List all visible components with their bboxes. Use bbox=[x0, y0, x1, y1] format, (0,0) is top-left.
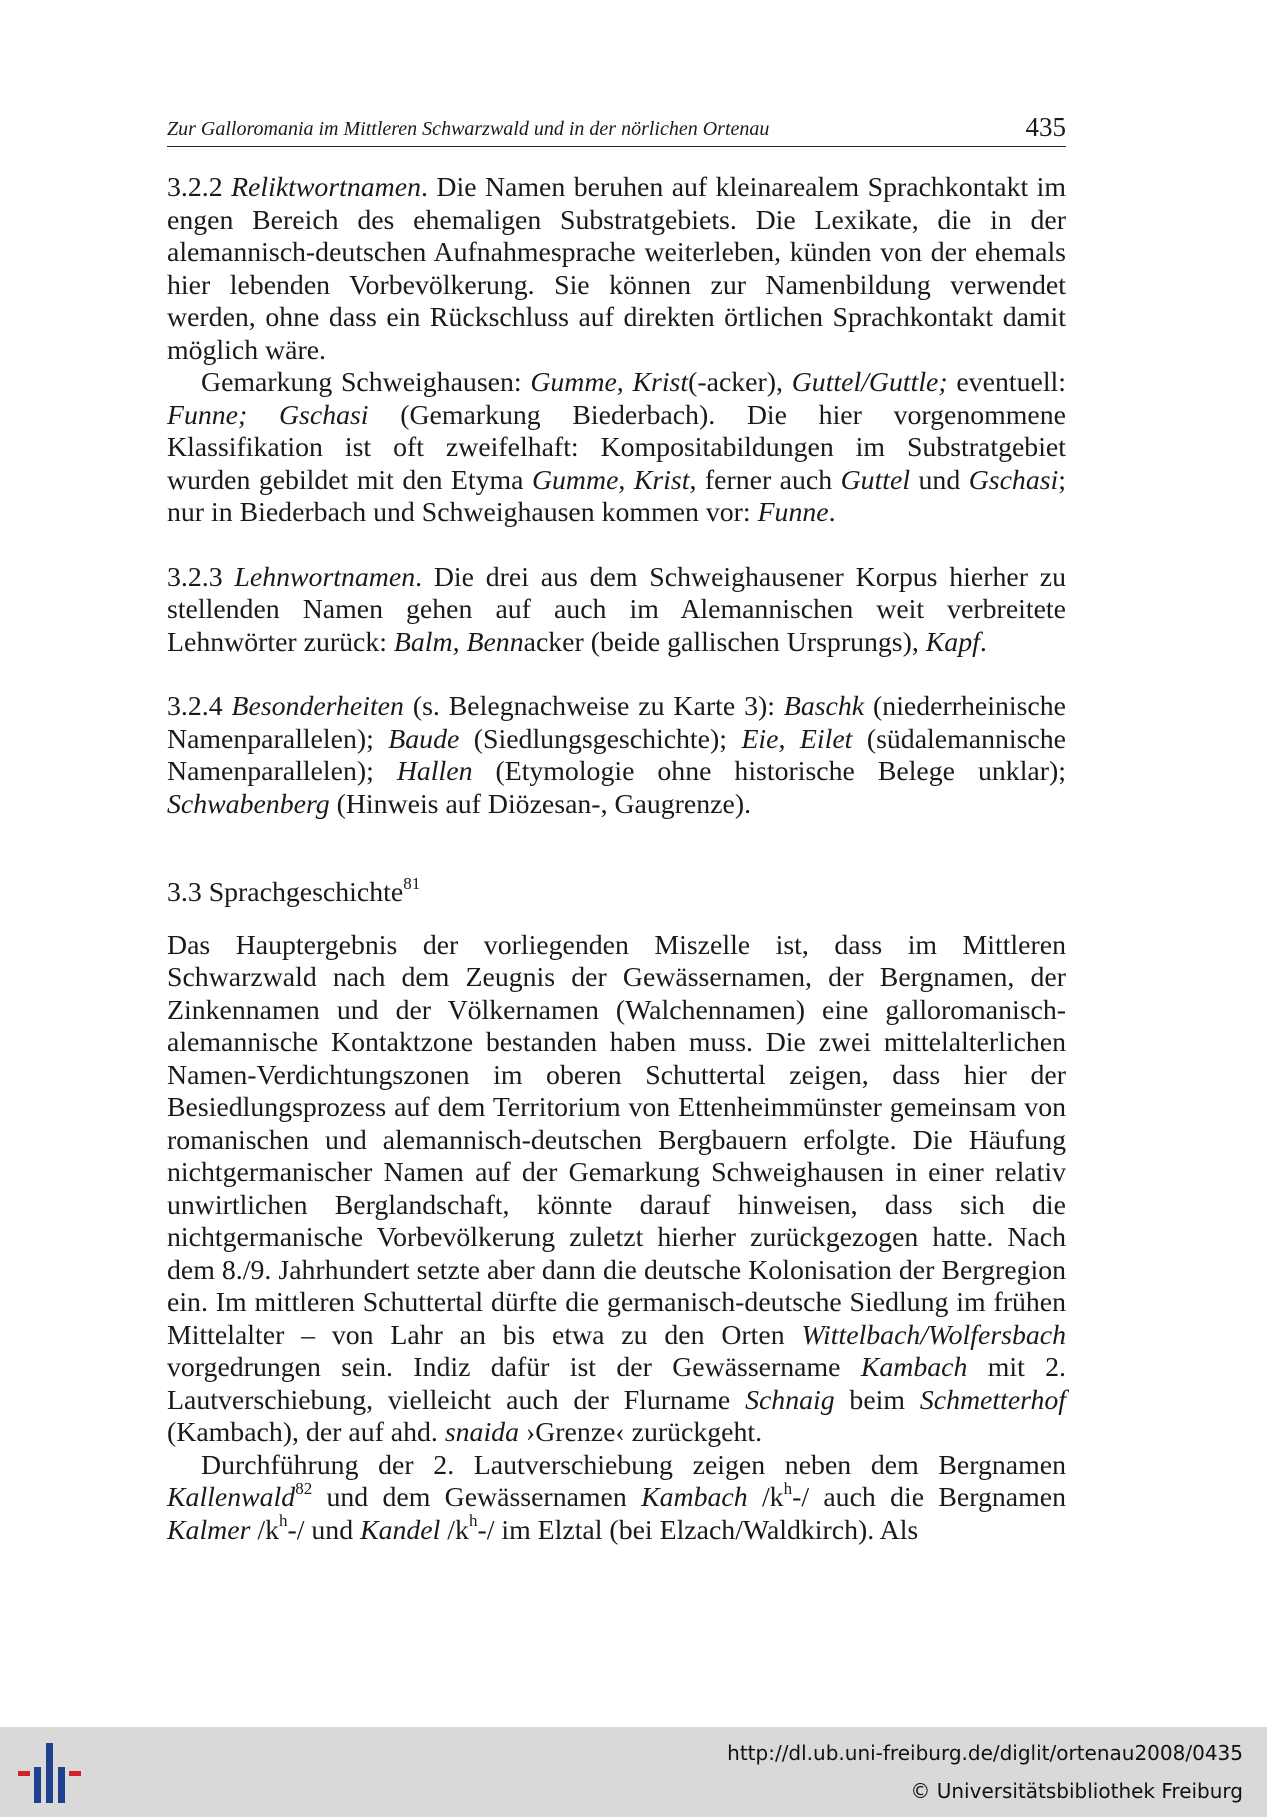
text-run: und bbox=[910, 464, 969, 496]
paragraph-gap bbox=[167, 530, 1066, 562]
italic-term: Baschk bbox=[783, 691, 865, 722]
italic-term: Guttel bbox=[840, 464, 911, 496]
text-run: (Etymologie ohne historische Belege unklar); bbox=[472, 756, 1066, 787]
section-number: 3.2.4 bbox=[167, 691, 232, 722]
text-run: (Siedlungsgeschichte); bbox=[459, 723, 742, 755]
copyright-text: © Universitätsbibliothek Freiburg bbox=[910, 1779, 1243, 1803]
italic-term: Baude bbox=[388, 723, 460, 755]
section-gap bbox=[167, 821, 1066, 877]
running-header bbox=[167, 110, 1066, 147]
text-run: (s. Belegnachweise zu Karte 3): bbox=[403, 691, 784, 722]
text-run: ; nur in Biederbach und Schweighausen kommen vor: bbox=[167, 464, 1066, 528]
source-url-link[interactable]: http://dl.ub.uni-freiburg.de/diglit/ortenau2008/0435 bbox=[727, 1741, 1243, 1765]
text-run: Durchführung der 2. Lautverschiebung zeigen neben dem Bergnamen bbox=[201, 1449, 1066, 1481]
text-run: /k bbox=[747, 1482, 784, 1513]
section-heading-3-3 bbox=[167, 873, 1066, 910]
paragraph-gap bbox=[167, 659, 1066, 691]
section-number: 3.2.3 bbox=[167, 561, 235, 593]
text-run: -/ und bbox=[287, 1514, 361, 1546]
italic-term: Kambach bbox=[860, 1352, 968, 1383]
running-title: Zur Galloromania im Mittleren Schwarzwald und in der nörlichen Ortenau bbox=[167, 118, 770, 140]
section-title: Reliktwortnamen bbox=[231, 172, 421, 203]
italic-term: Schwabenberg bbox=[167, 788, 330, 820]
text-run: beim bbox=[834, 1384, 920, 1416]
section-title: Besonderheiten bbox=[231, 691, 404, 722]
text-run: /k bbox=[250, 1514, 279, 1546]
ub-freiburg-logo-icon bbox=[18, 1741, 82, 1805]
text-run: acker (beide gallischen Ursprungs), bbox=[523, 626, 926, 658]
text-run: mit 2. Lautverschiebung, vielleicht auch der Flurname bbox=[167, 1352, 1066, 1416]
paragraph-3-2-2 bbox=[167, 172, 1066, 367]
footnote-ref: 82 bbox=[295, 1478, 313, 1498]
italic-term: Gumme, Krist bbox=[530, 367, 689, 398]
footnote-ref: 81 bbox=[403, 873, 421, 893]
italic-term: Schnaig bbox=[745, 1384, 835, 1416]
italic-term: Eie, Eilet bbox=[741, 723, 853, 755]
text-run: (südalemannische Namenparallelen); bbox=[167, 723, 1066, 787]
section-number: 3.2.2 bbox=[167, 172, 232, 203]
text-run: -/ im Elztal (bei Elzach/Waldkirch). Als bbox=[477, 1514, 919, 1546]
italic-term: Schmetterhof bbox=[919, 1384, 1066, 1416]
text-run: (Hinweis auf Diözesan-, Gaugrenze). bbox=[329, 788, 752, 820]
italic-term: Gschasi bbox=[968, 464, 1059, 496]
paragraph-hauptergebnis bbox=[167, 930, 1066, 1450]
text-run: /k bbox=[440, 1514, 469, 1546]
italic-term: Funne bbox=[757, 497, 829, 528]
paragraph-schweighausen bbox=[167, 367, 1066, 530]
superscript: h bbox=[783, 1478, 793, 1498]
superscript: h bbox=[278, 1511, 288, 1531]
text-run: . Die Namen beruhen auf kleinarealem Sprachkontakt im engen Bereich des ehemaligen Substratgebiets. Die Lexikate, die in der alemannisch-deutschen Aufnahmesprache weiterleben, künden von der ehemals hier lebenden Vorbevölkerung. Sie können zur Namenbildung verwendet werden, ohne dass ein Rückschluss auf direkten örtlichen Sprachkontakt damit möglich wäre. bbox=[167, 172, 1066, 366]
text-run: und dem Gewässernamen bbox=[312, 1482, 642, 1513]
italic-term: Kallenwald bbox=[167, 1482, 296, 1513]
italic-term: Kandel bbox=[360, 1514, 441, 1546]
text-run: (Gemarkung Biederbach). Die hier vorgenommene Klassifikation ist oft zweifelhaft: Kompositabildungen im Substratgebiet wurden gebildet mit den Etyma bbox=[167, 399, 1066, 496]
text-run: -/ auch die Bergnamen bbox=[792, 1482, 1066, 1513]
paragraph-3-2-4 bbox=[167, 691, 1066, 821]
text-run: (niederrheinische Namenparallelen); bbox=[167, 691, 1066, 755]
text-run: vorgedrungen sein. Indiz dafür ist der Gewässername bbox=[167, 1352, 861, 1383]
body-text bbox=[167, 172, 1066, 1547]
page-number: 435 bbox=[1025, 112, 1066, 142]
italic-term: Balm, Benn bbox=[393, 626, 524, 658]
text-run: ›Grenze‹ zurückgeht. bbox=[518, 1417, 763, 1448]
text-run: Das Hauptergebnis der vorliegenden Miszelle ist, dass im Mittleren Schwarzwald nach dem Zeugnis der Gewässernamen, der Bergnamen, der Zinkennamen und der Völkernamen (Walchennamen) eine galloromanisch-alemannische Kontaktzone bestanden haben muss. Die zwei mittelalterlichen Namen-Verdichtungszonen im oberen Schuttertal zeigen, dass hier der Besiedlungsprozess auf dem Territorium von Ettenheimmünster gemeinsam von romanischen und alemannisch-deutschen Bergbauern erfolgte. Die Häufung nichtgermanischer Namen auf der Gemarkung Schweighausen in einer relativ unwirtlichen Berglandschaft, könnte darauf hinweisen, dass sich die nichtgermanische Vorbevölkerung zuletzt hierher zurückgezogen hatte. Nach dem 8./9. Jahrhundert setzte aber dann die deutsche Kolonisation der Bergregion ein. Im mittleren Schuttertal dürfte die germanisch-deutsche Siedlung im frühen Mittelalter – von Lahr an bis etwa zu den Orten bbox=[167, 929, 1066, 1351]
paragraph-3-2-3 bbox=[167, 562, 1066, 660]
italic-term: Hallen bbox=[396, 756, 473, 787]
italic-term: Kalmer bbox=[167, 1514, 251, 1546]
text-run: . bbox=[979, 626, 987, 658]
italic-term: Guttel/Guttle; bbox=[791, 367, 948, 398]
italic-term: Kambach bbox=[641, 1482, 748, 1513]
footer-bar bbox=[0, 1727, 1267, 1817]
section-title: Lehnwortnamen bbox=[234, 561, 416, 593]
italic-term: Funne; Gschasi bbox=[167, 399, 369, 431]
text-run: (-acker), bbox=[688, 367, 792, 398]
text-run: , ferner auch bbox=[689, 464, 841, 496]
text-run: . bbox=[828, 497, 836, 528]
text-run: Gemarkung Schweighausen: bbox=[201, 367, 531, 398]
text-run: . Die drei aus dem Schweighausener Korpus hierher zu stellenden Namen gehen auf auch im Alemannischen weit verbreitete Lehnwörter zurück: bbox=[167, 561, 1067, 658]
italic-term: Kapf bbox=[925, 626, 980, 658]
text-run: eventuell: bbox=[947, 367, 1066, 398]
italic-term: Gumme, Krist bbox=[531, 464, 690, 496]
italic-term: snaida bbox=[444, 1417, 519, 1448]
text-run: (Kambach), der auf ahd. bbox=[167, 1417, 445, 1448]
paragraph-lautverschiebung bbox=[167, 1450, 1066, 1548]
italic-term: Wittelbach/Wolfersbach bbox=[801, 1319, 1066, 1351]
superscript: h bbox=[468, 1511, 478, 1531]
heading-text: 3.3 Sprachgeschichte bbox=[167, 877, 404, 908]
